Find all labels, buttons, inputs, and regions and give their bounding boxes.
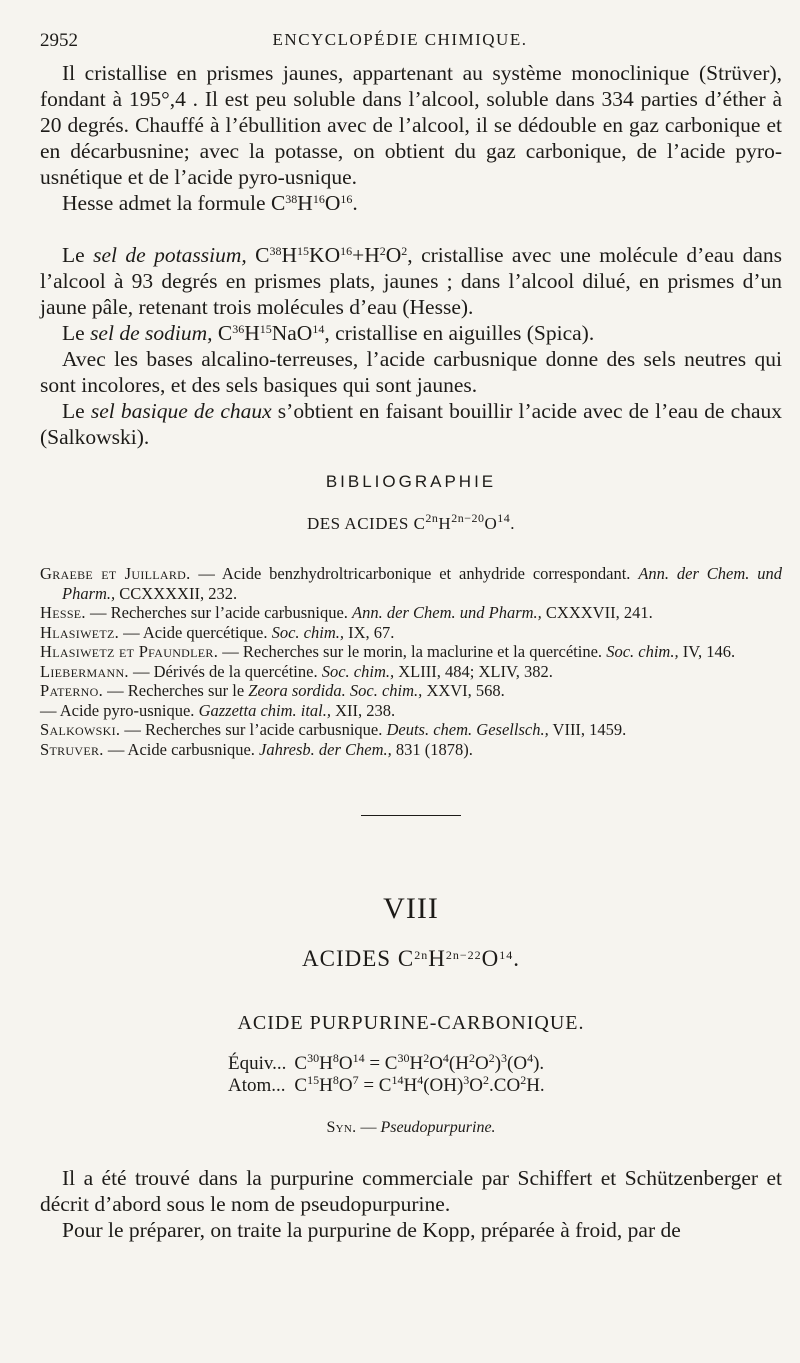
reference-volume: 831 (1878). xyxy=(391,739,473,759)
reference-volume: VIII, 1459. xyxy=(548,720,627,739)
reference-title: — Acide carbusnique. xyxy=(103,739,260,759)
reference-author: Hlasiwetz. xyxy=(40,622,120,642)
reference-volume: XII, 238. xyxy=(331,700,396,720)
bibliography-subheading: DES ACIDES $C^{2n}H^{2n-20}O^{14}$. xyxy=(306,511,515,533)
paragraph-alkaline-earth: Avec les bases alcalino-terreuses, l’acide carbusnique donne des sels neutres qui sont incolores, et des sels basiques qui sont jaunes. xyxy=(40,347,782,397)
reference-journal: Ann. der Chem. und Pharm., xyxy=(352,603,542,622)
reference-author: Salkowski. xyxy=(40,720,121,739)
reference-title: — Dérivés de la quercétine. xyxy=(128,661,322,681)
paragraph-lime-salt: Le sel basique de chaux s’obtient en faisant bouillir l’acide avec de l’eau de chaux (Salkowski). xyxy=(40,399,782,449)
acid-title: ACIDE PURPURINE-CARBONIQUE. xyxy=(237,1012,585,1034)
paragraph-hesse-formula: Hesse admet la formule $C^{38}H^{16}O^{16}$. xyxy=(62,191,358,215)
bibliography-heading: BIBLIOGRAPHIE xyxy=(325,472,497,491)
reference-journal: Ann. der Chem. und Pharm., xyxy=(62,564,782,603)
bibliography-entry xyxy=(40,720,782,740)
reference-title: — Acide pyro-usnique. xyxy=(40,700,199,720)
running-title: ENCYCLOPÉDIE CHIMIQUE. xyxy=(272,30,528,49)
atom-formula: $C^{15}H^8O^7 = C^{14}H^4(OH)^3O^2.CO^2H$. xyxy=(294,1073,545,1096)
reference-title: — Recherches sur le morin, la maclurine et la quercétine. xyxy=(218,642,607,661)
main-text xyxy=(40,60,782,1243)
bibliography-list xyxy=(40,564,782,759)
bibliography-entry xyxy=(40,623,782,643)
bibliography-entry xyxy=(40,564,782,603)
reference-author: Hesse. xyxy=(40,603,86,622)
bibliography-entry xyxy=(40,740,782,760)
reference-author: Struver. xyxy=(40,739,104,759)
reference-author: Graebe et Juillard. xyxy=(40,564,191,583)
bibliography-entry xyxy=(40,662,782,682)
reference-volume: IX, 67. xyxy=(344,622,395,642)
reference-title: — Acide quercétique. xyxy=(119,622,272,642)
reference-author: Hlasiwetz et Pfaundler. xyxy=(40,642,219,661)
page-number: 2952 xyxy=(40,30,78,51)
bibliography-entry xyxy=(40,642,782,662)
bibliography-entry xyxy=(40,681,782,701)
reference-volume: IV, 146. xyxy=(678,642,736,661)
section-divider xyxy=(361,815,461,816)
reference-journal: Soc. chim., xyxy=(321,661,395,681)
reference-author: Paterno. xyxy=(40,681,104,700)
formula-row-atom xyxy=(228,1075,553,1097)
reference-journal: Gazzetta chim. ital., xyxy=(198,700,332,720)
reference-volume: CXXXVII, 241. xyxy=(541,603,653,622)
paragraph-discovery: Il a été trouvé dans la purpurine commerciale par Schiffert et Schützenberger et décrit d’abord sous le nom de pseudopurpurine. xyxy=(40,1166,782,1216)
bibliography-entry xyxy=(40,603,782,623)
equiv-label: Équiv... xyxy=(228,1053,287,1074)
reference-journal: Zeora sordida. Soc. chim., xyxy=(248,681,423,700)
section-title: ACIDES $C^{2n}H^{2n-22}O^{14}$. xyxy=(302,946,520,971)
reference-journal: Soc. chim., xyxy=(606,642,679,661)
formula-table xyxy=(228,1053,553,1097)
equiv-formula: $C^{30}H^8O^{14} = C^{30}H^2O^4(H^2O^2)^3(O^4)$. xyxy=(294,1051,545,1074)
reference-volume: XLIII, 484; XLIV, 382. xyxy=(394,661,553,681)
reference-journal: Soc. chim., xyxy=(271,622,345,642)
bibliography-entry xyxy=(40,701,782,721)
paragraph-sodium-salt: Le sel de sodium, $C^{36}H^{15}NaO^{14}$, cristallise en aiguilles (Spica). xyxy=(62,321,595,345)
synonym-line: Syn. — Pseudopurpurine. xyxy=(326,1119,496,1136)
reference-author: Liebermann. xyxy=(40,661,129,681)
reference-volume: CCXXXXII, 232. xyxy=(115,583,238,603)
paragraph-preparation: Pour le préparer, on traite la purpurine de Kopp, préparée à froid, par de xyxy=(62,1218,681,1242)
reference-volume: XXVI, 568. xyxy=(422,681,505,700)
reference-title: — Recherches sur l’acide carbusnique. xyxy=(85,603,353,622)
paragraph-crystallisation: Il cristallise en prismes jaunes, appartenant au système monoclinique (Strüver), fondant à 195°,4 . Il est peu soluble dans l’alcool, soluble dans 334 parties d’éther à 20 degrés. Chauffé à l’ébullition avec de l’alcool, il se dédouble en gaz carbonique et en décarbusnine; avec la potasse, on obtient du gaz carbonique, de l’acide pyro-usnétique et de l’acide pyro-usnique. xyxy=(40,61,782,189)
paragraph-potassium-salt: Le sel de potassium, $C^{38}H^{15}KO^{16}+H^2O^2$, cristallise avec une molécule d’eau dans l’alcool à 93 degrés en prismes plats, jaunes ; dans l’alcool dilué, en prismes d’un jaune pâle, retenant trois molécules d’eau (Hesse). xyxy=(40,243,783,319)
formula-row-equiv xyxy=(228,1053,553,1075)
reference-journal: Deuts. chem. Gesellsch., xyxy=(386,720,549,739)
page-header xyxy=(40,30,760,54)
section-number: VIII xyxy=(383,892,439,925)
reference-title: — Acide benzhydroltricarbonique et anhydride correspondant. xyxy=(190,564,639,583)
reference-title: — Recherches sur le xyxy=(103,681,249,700)
reference-title: — Recherches sur l’acide carbusnique. xyxy=(120,720,387,739)
atom-label: Atom... xyxy=(228,1075,286,1096)
reference-journal: Jahresb. der Chem., xyxy=(259,739,392,759)
